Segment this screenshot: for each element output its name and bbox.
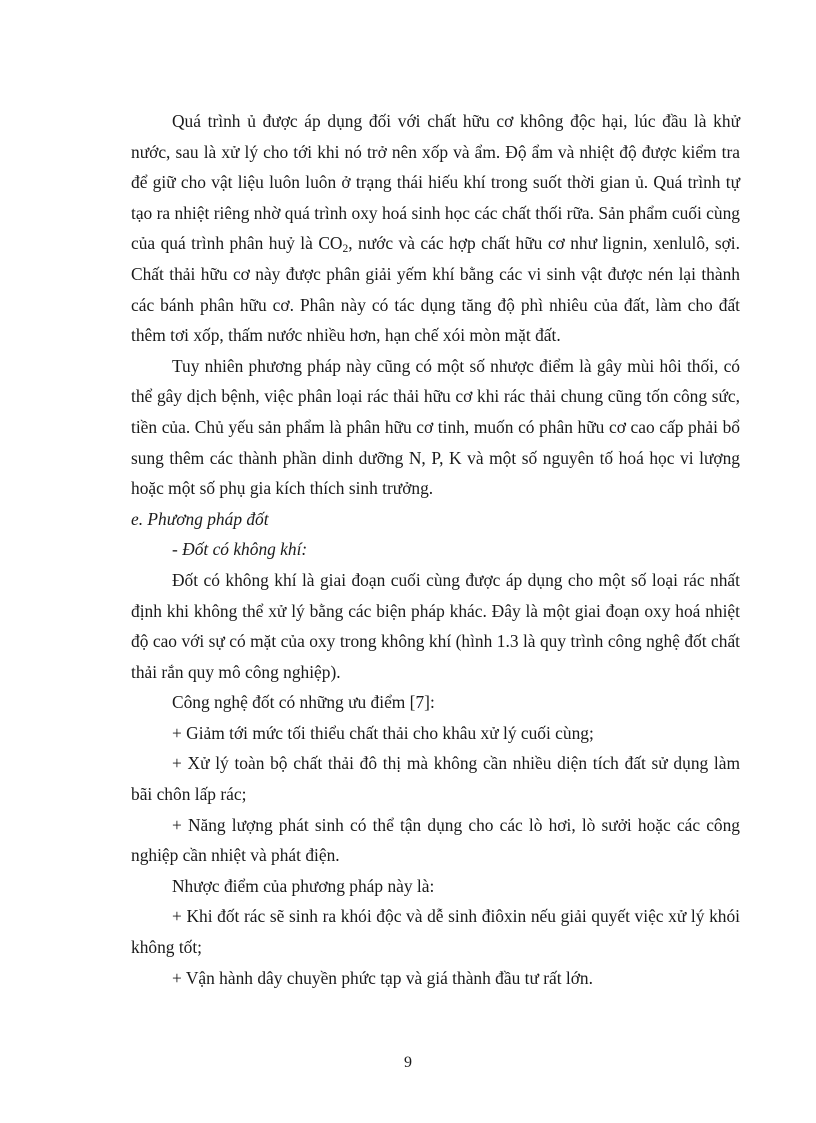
body-text	[131, 106, 740, 993]
page-number: 9	[404, 1054, 412, 1071]
section-heading: e. Phương pháp đốt	[131, 508, 269, 529]
advantages-intro: Công nghệ đốt có những ưu điểm [7]:	[172, 692, 435, 713]
advantage-item: + Năng lượng phát sinh có thể tận dụng cho các lò hơi, lò sưởi hoặc các công nghiệp cần nhiệt và phát điện.	[131, 814, 740, 866]
advantage-item: + Xử lý toàn bộ chất thải đô thị mà không cần nhiều diện tích đất sử dụng làm bãi chôn lấp rác;	[131, 753, 740, 805]
paragraph-composting-drawbacks: Tuy nhiên phương pháp này cũng có một số nhược điểm là gây mùi hôi thối, có thể gây dịch bệnh, việc phân loại rác thải hữu cơ khi rác thải chung cũng tốn công sức, tiền của. Chủ yếu sản phẩm là phân hữu cơ tinh, muốn có phân hữu cơ cao cấp phải bổ sung thêm các thành phần dinh dưỡng N, P, K và một số nguyên tố hoá học vi lượng hoặc một số phụ gia kích thích sinh trưởng.	[131, 355, 740, 499]
paragraph-burning: Đốt có không khí là giai đoạn cuối cùng được áp dụng cho một số loại rác nhất định khi không thể xử lý bằng các biện pháp khác. Đây là một giai đoạn oxy hoá nhiệt độ cao với sự có mặt của oxy trong không khí (hình 1.3 là quy trình công nghệ đốt chất thải rắn quy mô công nghiệp).	[131, 569, 740, 682]
paragraph-text-part: , nước và các hợp chất hữu cơ như lignin, xenlulô, sợi. Chất thải hữu cơ này được phân giải yếm khí bằng các vi sinh vật được nén lại thành các bánh phân hữu cơ. Phân này có tác dụng tăng độ phì nhiêu của đất, làm cho đất thêm tơi xốp, thấm nước nhiều hơn, hạn chế xói mòn mặt đất.	[131, 233, 740, 346]
paragraph-text-part: Quá trình ủ được áp dụng đối với chất hữu cơ không độc hại, lúc đầu là khử nước, sau là xử lý cho tới khi nó trở nên xốp và ẩm. Độ ẩm và nhiệt độ được kiểm tra để giữ cho vật liệu luôn luôn ở trạng thái hiếu khí trong suốt thời gian ủ. Quá trình tự tạo ra nhiệt riêng nhờ quá trình oxy hoá sinh học các chất thối rữa. Sản phẩm cuối cùng của quá trình phân huỷ là CO	[131, 111, 740, 254]
subsection-heading: - Đốt có không khí:	[172, 539, 308, 560]
paragraph-composting-process	[131, 106, 740, 351]
disadvantage-item: + Khi đốt rác sẽ sinh ra khói độc và dễ sinh điôxin nếu giải quyết việc xử lý khói không tốt;	[131, 906, 740, 958]
advantage-item: + Giảm tới mức tối thiểu chất thải cho khâu xử lý cuối cùng;	[172, 722, 594, 743]
disadvantage-item: + Vận hành dây chuyền phức tạp và giá thành đầu tư rất lớn.	[172, 967, 593, 988]
disadvantages-intro: Nhược điểm của phương pháp này là:	[172, 875, 435, 896]
co2-subscript: 2	[342, 243, 349, 256]
